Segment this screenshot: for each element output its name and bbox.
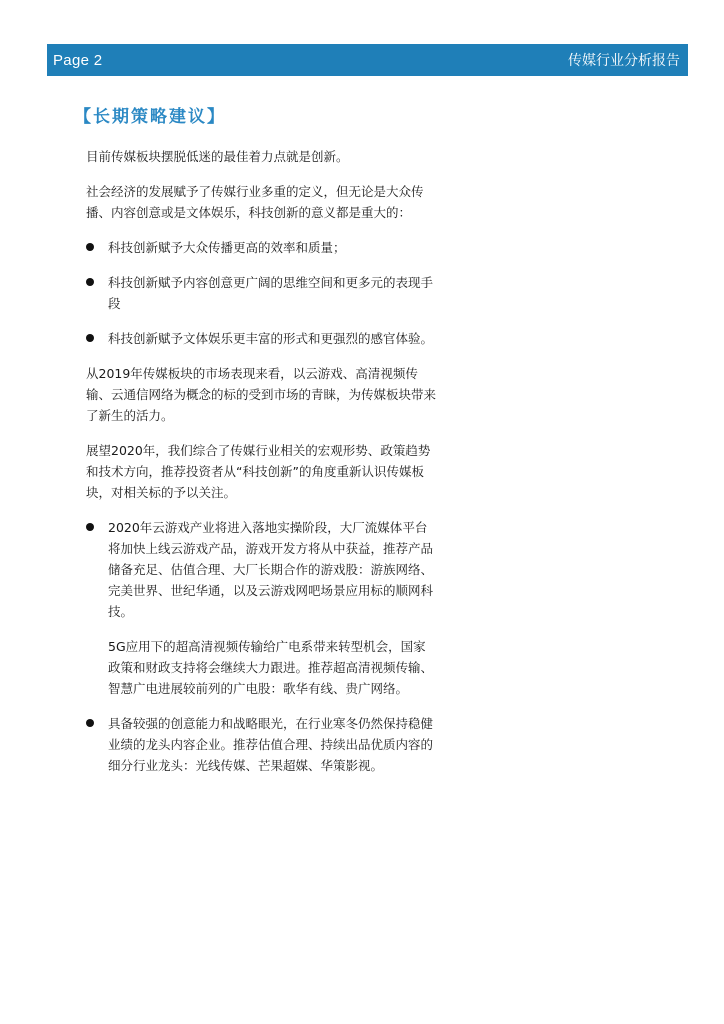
paragraph-market-performance: 从2019年传媒板块的市场表现来看，以云游戏、高清视频传输、云通信网络为概念的标的受到市场的青睐，为传媒板块带来了新生的活力。 xyxy=(86,366,437,423)
paragraph-outlook: 展望2020年，我们综合了传媒行业相关的宏观形势、政策趋势和技术方向，推荐投资者从“科技创新”的角度重新认识传媒板块，对相关标的予以关注。 xyxy=(86,443,431,500)
list-item-text: 具备较强的创意能力和战略眼光，在行业寒冬仍然保持稳健业绩的龙头内容企业。推荐估值合理、持续出品优质内容的细分行业龙头：光线传媒、芒果超媒、华策影视。 xyxy=(108,716,434,773)
paragraph-intro: 目前传媒板块摆脱低迷的最佳着力点就是创新。 xyxy=(86,149,349,164)
section-title: 【长期策略建议】 xyxy=(74,107,226,127)
list-item-text: 科技创新赋予文体娱乐更丰富的形式和更强烈的感官体验。 xyxy=(108,331,434,346)
list-item xyxy=(86,272,438,314)
page-number-label: Page 2 xyxy=(53,51,103,69)
bullet-dot-icon xyxy=(86,334,94,342)
list-item-subparagraph: 5G应用下的超高清视频传输给广电系带来转型机会，国家政策和财政支持将会继续大力跟进。推荐超高清视频传输、智慧广电进展较前列的广电股：歌华有线、贵广网络。 xyxy=(108,639,434,696)
page-header-bar xyxy=(47,44,688,76)
bullet-list-innovation xyxy=(86,237,438,349)
bullet-dot-icon xyxy=(86,243,94,251)
list-item xyxy=(86,713,438,776)
list-item xyxy=(86,517,438,699)
bullet-dot-icon xyxy=(86,278,94,286)
list-item xyxy=(86,328,438,349)
bullet-dot-icon xyxy=(86,719,94,727)
list-item xyxy=(86,237,438,258)
paragraph-definition: 社会经济的发展赋予了传媒行业多重的定义，但无论是大众传播、内容创意或是文体娱乐，科技创新的意义都是重大的： xyxy=(86,184,424,220)
list-item-text: 科技创新赋予大众传播更高的效率和质量； xyxy=(108,240,346,255)
report-title: 传媒行业分析报告 xyxy=(568,53,680,69)
list-item-text: 2020年云游戏产业将进入落地实操阶段，大厂流媒体平台将加快上线云游戏产品，游戏开发方将从中获益，推荐产品储备充足、估值合理、大厂长期合作的游戏股：游族网络、完美世界、世纪华通，以及云游戏网吧场景应用标的顺网科技。 xyxy=(108,520,434,619)
bullet-dot-icon xyxy=(86,523,94,531)
list-item-text: 科技创新赋予内容创意更广阔的思维空间和更多元的表现手段 xyxy=(108,275,434,311)
document-body xyxy=(86,146,438,790)
bullet-list-recommendations xyxy=(86,517,438,776)
